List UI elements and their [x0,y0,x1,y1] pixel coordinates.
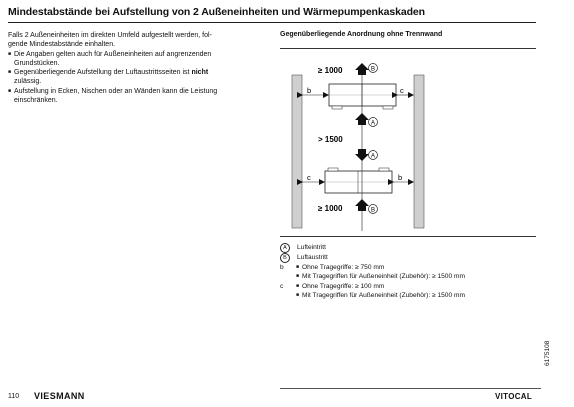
page-number: 110 [8,393,20,400]
legend-item-air-outlet [280,253,540,263]
figure-heading: Gegenüberliegende Anordnung ohne Trennwand [280,31,536,49]
svg-text:A: A [370,153,376,160]
legend-symbol: B [280,253,290,263]
legend-item-c [280,282,540,291]
legend-text: Luftaustritt [297,254,328,262]
legend-subitem [280,272,540,281]
top-outdoor-unit [329,84,396,109]
legend-symbol: A [280,243,290,253]
bullet-list [8,50,270,106]
bullet-text: zulässig. [14,78,42,86]
legend-item-b [280,263,540,272]
footer-divider [280,388,541,389]
intro-line: gende Mindestabstände einhalten. [8,41,116,49]
intro-text-block [8,31,270,105]
marker-b-bottom [369,205,378,214]
document-number: 6175108 [544,340,551,366]
legend-subitem [280,291,540,300]
legend-letter: b [280,264,284,271]
bullet-line: Aufstellung in Ecken, Nischen oder an Wänden kann die Leistung [14,87,218,95]
figure-legend [280,243,540,300]
legend-text: Mit Tragegriffen für Außeneinheit (Zubehör): ≥ 1500 mm [302,291,465,299]
intro-line: Falls 2 Außeneinheiten im direkten Umfeld aufgestellt werden, fol- [8,32,212,39]
legend-text: Ohne Tragegriffe: ≥ 750 mm [302,264,385,271]
clearance-label-c: c [400,86,404,95]
clearance-label-b: b [307,86,312,95]
legend-letter: c [280,282,284,290]
legend-text: Lufteintritt [297,244,326,252]
bullet-square-icon: ■ [296,291,300,298]
bullet-text: Gegenüberliegende Aufstellung der Luftaustrittsseiten ist [14,69,192,77]
bullet-line: Die Angaben gelten auch für Außeneinheiten auf angrenzenden [14,50,212,58]
airflow-arrow [355,113,369,125]
clearance-label-b: b [398,173,403,182]
legend-item-air-inlet [280,243,540,253]
bullet-item [8,87,270,106]
clearance-label-c: c [307,173,311,182]
page-title: Mindestabstände bei Aufstellung von 2 Außeneinheiten und Wärmepumpenkaskaden [8,6,536,23]
svg-text:B: B [370,207,376,214]
bullet-square-icon: ■ [296,264,300,270]
bullet-line: Grundstücken. [14,59,60,67]
bullet-item [8,68,270,87]
bullet-line: einschränken. [14,97,58,105]
svg-text:B: B [370,66,376,73]
marker-b-top [369,64,378,73]
clearance-diagram [280,51,536,233]
svg-text:A: A [370,120,376,127]
legend-divider [280,236,536,237]
right-wall [414,75,424,228]
product-brand: VITOCAL [495,392,533,401]
dim-bottom-label: ≥ 1000 [318,204,343,213]
legend-text: Mit Tragegriffen für Außeneinheit (Zubehör): ≥ 1500 mm [302,273,465,281]
bullet-item [8,50,270,69]
bottom-outdoor-unit [325,168,392,193]
marker-a-top [369,118,378,127]
airflow-arrow [355,149,369,161]
dim-top-label: ≥ 1000 [318,66,343,75]
bullet-bold-text: nicht [191,69,209,77]
bullet-square-icon: ■ [296,282,300,289]
left-wall [292,75,302,228]
intro-paragraph [8,31,270,50]
airflow-arrow [355,63,369,75]
marker-a-bottom [369,151,378,160]
viessmann-logo: VIESMANN [34,391,85,401]
bullet-square-icon: ■ [296,273,300,280]
airflow-arrow [355,199,369,211]
legend-text: Ohne Tragegriffe: ≥ 100 mm [302,282,385,290]
dim-middle-label: > 1500 [318,135,343,144]
